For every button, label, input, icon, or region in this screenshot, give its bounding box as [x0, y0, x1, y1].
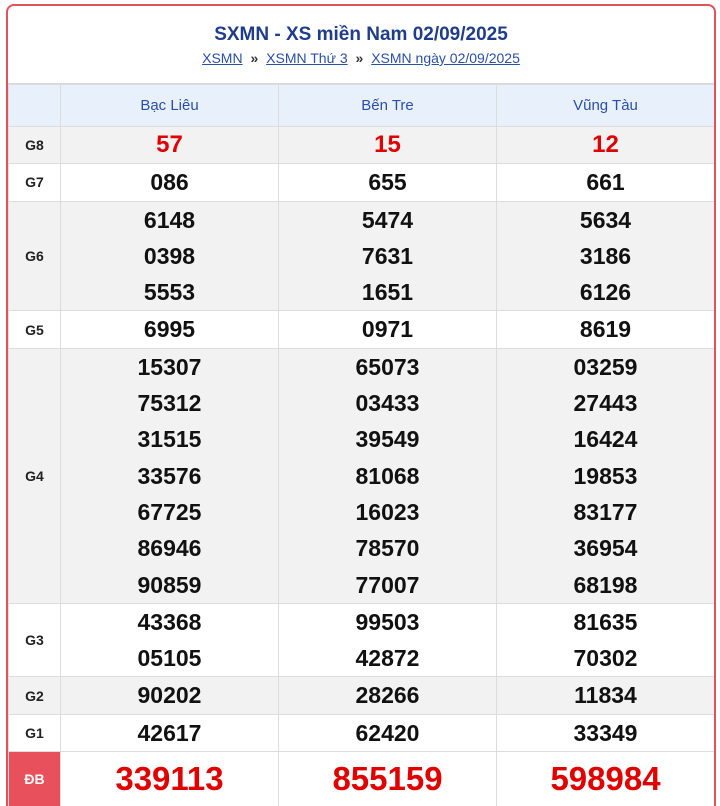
prize-row-g1 [9, 714, 715, 751]
prize-cell [279, 164, 497, 201]
prize-number: 36954 [573, 535, 638, 562]
prize-number: 42872 [355, 645, 420, 672]
prize-number: 0398 [143, 242, 196, 269]
prize-label: G8 [9, 127, 61, 164]
prize-cell [279, 201, 497, 311]
prize-label: G7 [9, 164, 61, 201]
results-card [6, 4, 716, 806]
breadcrumb-separator: » [250, 50, 259, 66]
prize-number: 19853 [573, 462, 638, 489]
prize-row-g6 [9, 201, 715, 311]
prize-cell [61, 714, 279, 751]
prize-number: 39549 [355, 426, 420, 453]
prize-cell [497, 164, 715, 201]
prize-cell [61, 127, 279, 164]
prize-number: 7631 [361, 242, 414, 269]
prize-number: 5634 [579, 206, 632, 233]
breadcrumb [8, 50, 714, 66]
prize-number: 11834 [574, 682, 637, 709]
breadcrumb-link-xsmn-thu-3[interactable]: XSMN Thứ 3 [266, 50, 348, 66]
prize-cell [61, 348, 279, 603]
prize-number: 27443 [573, 390, 638, 417]
prize-cell [497, 714, 715, 751]
prize-number: 05105 [137, 645, 202, 672]
corner-cell [9, 85, 61, 127]
prize-number: 75312 [137, 390, 202, 417]
prize-number: 31515 [137, 426, 202, 453]
prize-cell [279, 311, 497, 348]
prize-number: 28266 [355, 682, 420, 709]
prize-number: 43368 [137, 608, 202, 635]
prize-number: 81635 [573, 608, 638, 635]
prize-number: 78570 [355, 535, 420, 562]
prize-cell [497, 603, 715, 677]
prize-cell [497, 677, 715, 714]
prize-cell [61, 164, 279, 201]
prize-number: 1651 [361, 279, 414, 306]
prize-number: 86946 [137, 535, 202, 562]
prize-label: G5 [9, 311, 61, 348]
prize-number: 5553 [143, 279, 196, 306]
prize-cell [61, 201, 279, 311]
prize-number: 15307 [137, 353, 202, 380]
prize-number: 68198 [573, 571, 638, 598]
special-prize-number: 339113 [61, 752, 279, 806]
prize-cell [61, 677, 279, 714]
province-ben-tre[interactable]: Bến Tre [279, 85, 497, 127]
prize-number: 65073 [355, 353, 420, 380]
prize-number: 6126 [579, 279, 632, 306]
prize-number: 67725 [137, 498, 202, 525]
prize-number: 77007 [355, 571, 420, 598]
results-header [8, 6, 714, 84]
prize-number: 62420 [355, 719, 420, 746]
prize-number: 03433 [355, 390, 420, 417]
prize-row-g3 [9, 603, 715, 677]
prize-row-g5 [9, 311, 715, 348]
prize-row-g4 [9, 348, 715, 603]
prize-cell [497, 311, 715, 348]
breadcrumb-link-xsmn[interactable]: XSMN [202, 50, 243, 66]
prize-number: 655 [368, 169, 407, 196]
prize-number: 90859 [137, 571, 202, 598]
prize-number: 086 [150, 169, 189, 196]
prize-number: 12 [592, 131, 619, 158]
prize-row-g2 [9, 677, 715, 714]
prize-number: 42617 [137, 719, 202, 746]
prize-label: G2 [9, 677, 61, 714]
breadcrumb-link-xsmn-date[interactable]: XSMN ngày 02/09/2025 [371, 50, 520, 66]
prize-row-g7 [9, 164, 715, 201]
prize-cell [61, 311, 279, 348]
prize-number: 3186 [579, 242, 632, 269]
prize-number: 03259 [573, 353, 638, 380]
prize-cell [497, 348, 715, 603]
prize-number: 8619 [579, 316, 632, 343]
special-prize-label: ĐB [9, 752, 61, 806]
prize-number: 33349 [573, 719, 638, 746]
special-prize-number: 855159 [279, 752, 497, 806]
prize-number: 70302 [573, 645, 638, 672]
prize-cell [279, 127, 497, 164]
prize-number: 99503 [355, 608, 420, 635]
prize-cell [279, 714, 497, 751]
breadcrumb-separator: » [355, 50, 364, 66]
prize-number: 15 [374, 131, 401, 158]
prize-cell [279, 348, 497, 603]
prize-cell [279, 603, 497, 677]
prize-label: G3 [9, 603, 61, 677]
prize-number: 16424 [573, 426, 638, 453]
province-bac-lieu[interactable]: Bạc Liêu [61, 85, 279, 127]
prize-number: 16023 [355, 498, 420, 525]
prize-number: 33576 [137, 462, 202, 489]
prize-label: G1 [9, 714, 61, 751]
results-table [8, 84, 715, 806]
prize-number: 661 [586, 169, 625, 196]
province-header-row [9, 85, 715, 127]
province-vung-tau[interactable]: Vũng Tàu [497, 85, 715, 127]
prize-number: 90202 [137, 682, 202, 709]
prize-number: 81068 [355, 462, 420, 489]
prize-cell [279, 677, 497, 714]
prize-row-g8 [9, 127, 715, 164]
prize-cell [61, 603, 279, 677]
prize-number: 6148 [143, 206, 196, 233]
prize-label: G6 [9, 201, 61, 311]
prize-number: 57 [156, 131, 183, 158]
prize-number: 5474 [361, 206, 414, 233]
prize-number: 83177 [573, 498, 638, 525]
special-prize-number: 598984 [497, 752, 715, 806]
prize-number: 0971 [361, 316, 414, 343]
prize-cell [497, 201, 715, 311]
page-title: SXMN - XS miền Nam 02/09/2025 [214, 24, 508, 45]
prize-row-special [9, 752, 715, 806]
prize-cell [497, 127, 715, 164]
prize-number: 6995 [143, 316, 196, 343]
prize-label: G4 [9, 348, 61, 603]
